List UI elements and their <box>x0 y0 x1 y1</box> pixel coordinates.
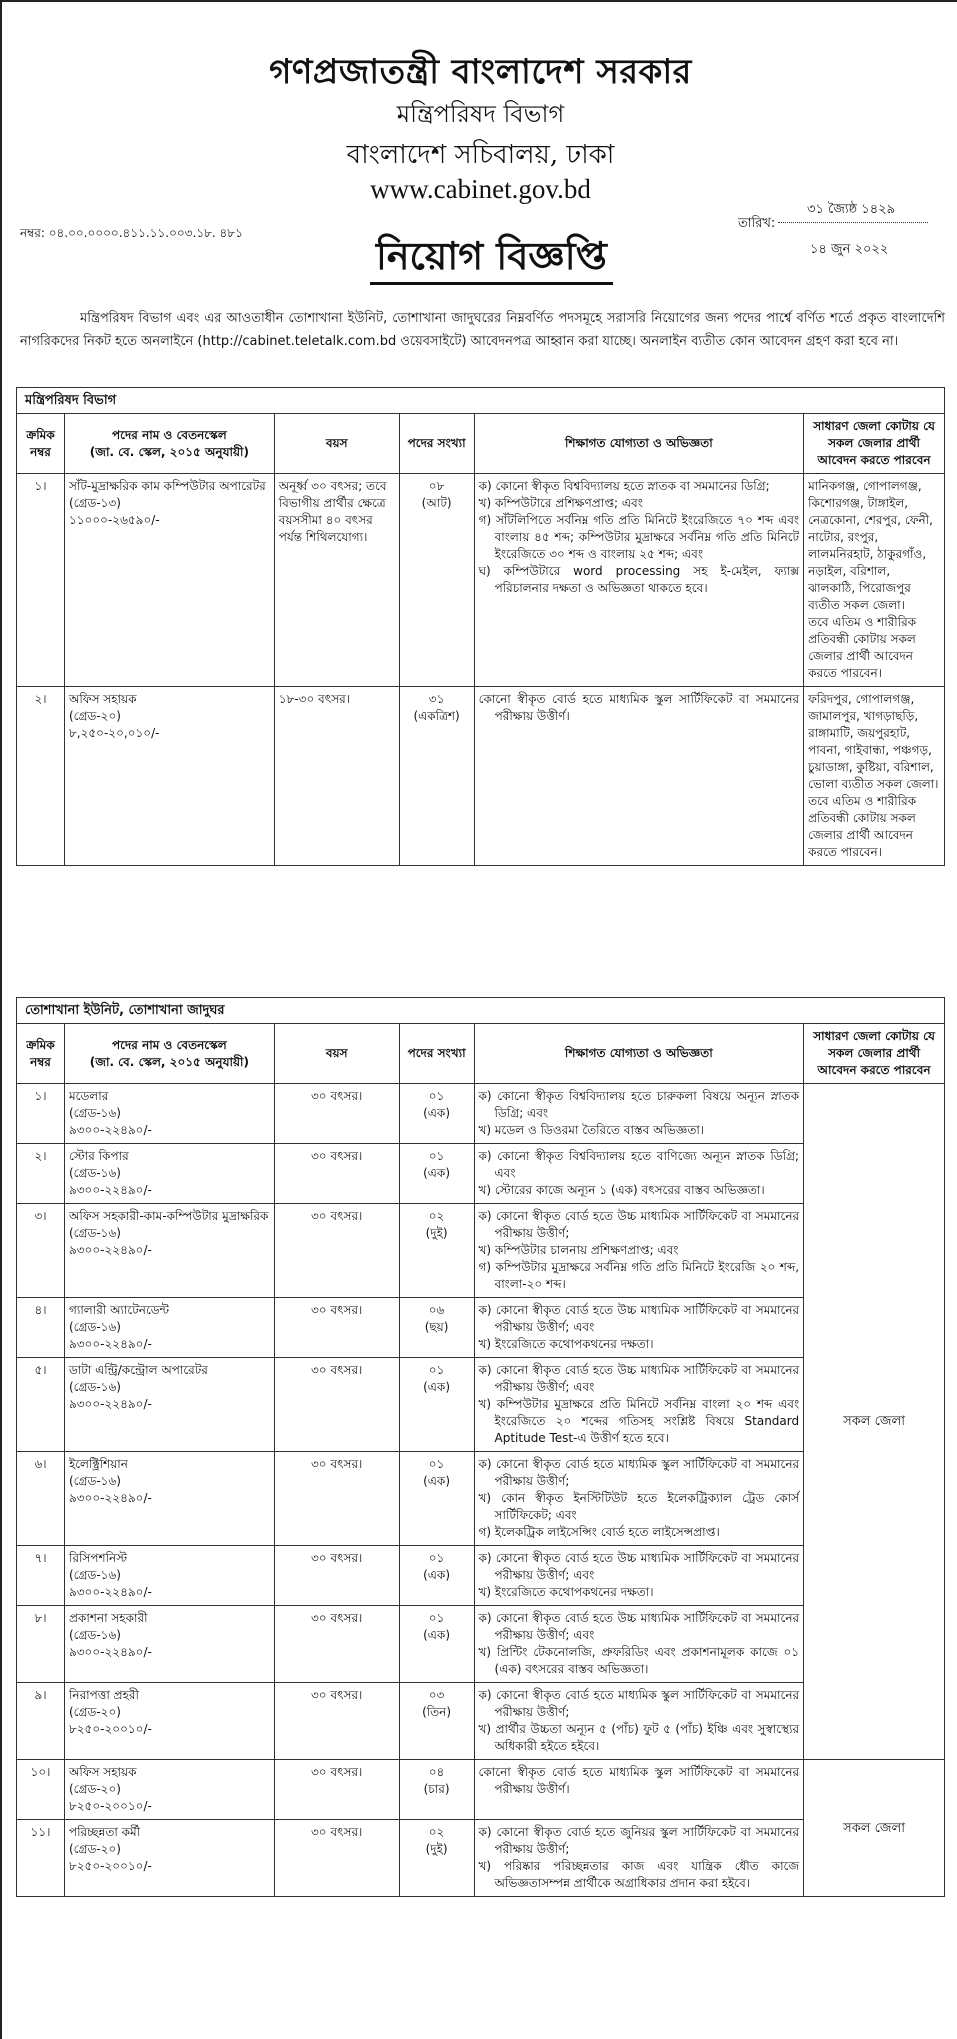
count-number: ০১ <box>428 1457 445 1471</box>
post-cell <box>64 687 274 866</box>
post-header-subtitle: (জা. বে. স্কেল, ২০১৫ অনুযায়ী) <box>89 444 249 459</box>
post-name: সাঁট-মুদ্রাক্ষরিক কাম কম্পিউটার অপারেটর <box>68 479 266 493</box>
post-grade: (গ্রেড-২০) <box>68 1842 121 1856</box>
count-cell <box>399 474 474 687</box>
count-words: (এক) <box>423 1166 450 1180</box>
secretariat-heading: বাংলাদেশ সচিবালয়, ঢাকা <box>346 140 615 170</box>
post-scale: ৯৩০০-২২৪৯০/- <box>68 1123 152 1137</box>
education-item: ক) কোনো স্বীকৃত বোর্ড হতে মাধ্যমিক স্কুল সার্টিফিকেট বা সমমানের পরীক্ষায় উত্তীর্ণ; <box>478 1688 800 1719</box>
quota-all-districts: সকল জেলা <box>804 1760 945 1897</box>
age-cell: ৩০ বৎসর। <box>274 1204 399 1298</box>
serial-cell: ১। <box>17 1084 65 1144</box>
serial-cell: ২। <box>17 1144 65 1204</box>
count-cell <box>399 1606 474 1683</box>
education-item: খ) প্রিন্টিং টেকনোলজি, প্রুফরিডিং এবং প্রকাশনামূলক কাজে ০১ (এক) বৎসরের বাস্তব অভিজ্ঞতা। <box>478 1645 800 1676</box>
table-header-row <box>17 414 945 474</box>
education-item: ক) কোনো স্বীকৃত বিশ্ববিদ্যালয় হতে চারুকলা বিষয়ে অন্যূন স্নাতক ডিগ্রি; এবং <box>478 1089 800 1120</box>
education-cell <box>474 1298 804 1358</box>
education-item: ক) কোনো স্বীকৃত বোর্ড হতে জুনিয়র স্কুল সার্টিফিকেট বা সমমানের পরীক্ষায় উত্তীর্ণ; <box>478 1825 800 1856</box>
notice-title: নিয়োগ বিজ্ঞপ্তি <box>370 230 613 285</box>
count-cell <box>399 687 474 866</box>
education-cell <box>474 1683 804 1760</box>
post-grade: (গ্রেড-১৬) <box>68 1320 121 1334</box>
serial-cell: ১১। <box>17 1820 65 1897</box>
education-item: খ) পরিষ্কার পরিচ্ছন্নতার কাজ এবং যান্ত্রিক ধৌত কাজে অভিজ্ঞতাসম্পন্ন প্রার্থীকে অগ্রাধিকার প্রদান করা হইবে। <box>478 1859 800 1890</box>
serial-cell: ৪। <box>17 1298 65 1358</box>
serial-cell: ১। <box>17 474 65 687</box>
education-cell <box>474 1606 804 1683</box>
age-cell: ৩০ বৎসর। <box>274 1683 399 1760</box>
age-cell: ৩০ বৎসর। <box>274 1760 399 1820</box>
education-item: গ) সাঁটলিপিতে সর্বনিম্ন গতি প্রতি মিনিটে ইংরেজিতে ৭০ শব্দ এবং বাংলায় ৪৫ শব্দ; কম্পিউটার মুদ্রাক্ষরে সর্বনিম্ন গতি প্রতি মিনিটে ইংরেজিতে ৩০ শব্দ ও বাংলায় ২৫ শব্দ; এবং <box>478 513 800 561</box>
quota-cell <box>804 474 945 687</box>
serial-cell: ৫। <box>17 1358 65 1452</box>
education-item: গ) ইলেকট্রিক লাইসেন্সিং বোর্ড হতে লাইসেন্সপ্রাপ্ত। <box>478 1525 720 1539</box>
post-cell <box>64 1358 274 1452</box>
post-cell <box>64 1452 274 1546</box>
post-header-title: পদের নাম ও বেতনস্কেল <box>112 1037 227 1052</box>
post-cell <box>64 1084 274 1144</box>
count-number: ০১ <box>428 1611 445 1625</box>
quota-districts: মানিকগঞ্জ, গোপালগঞ্জ, কিশোরগঞ্জ, টাঙ্গাইল, নেত্রকোনা, শেরপুর, ফেনী, নাটোর, রংপুর, লালমনিরহাট, ঠাকুরগাঁও, নড়াইল, বরিশাল, ঝালকাঠি, পিরোজপুর ব্যতীত সকল জেলা। <box>808 479 933 612</box>
post-cell <box>64 474 274 687</box>
post-grade: (গ্রেড-১৬) <box>68 1568 121 1582</box>
age-cell: ৩০ বৎসর। <box>274 1358 399 1452</box>
count-number: ০২ <box>428 1209 445 1223</box>
post-scale: ৯৩০০-২২৪৯০/- <box>68 1645 152 1659</box>
count-cell <box>399 1298 474 1358</box>
post-name: প্রকাশনা সহকারী <box>68 1611 148 1625</box>
quota-all-districts: সকল জেলা <box>804 1084 945 1760</box>
post-scale: ৯৩০০-২২৪৯০/- <box>68 1585 152 1599</box>
age-cell: ৩০ বৎসর। <box>274 1084 399 1144</box>
count-cell <box>399 1760 474 1820</box>
count-header: পদের সংখ্যা <box>399 414 474 474</box>
count-cell <box>399 1820 474 1897</box>
count-number: ০২ <box>428 1825 445 1839</box>
serial-cell: ৮। <box>17 1606 65 1683</box>
quota-header: সাধারণ জেলা কোটায় যে সকল জেলার প্রার্থী আবেদন করতে পারবেন <box>804 414 945 474</box>
table-row <box>17 474 945 687</box>
count-cell <box>399 1546 474 1606</box>
toshakhana-table <box>16 997 945 1897</box>
education-item: খ) কম্পিউটার চালনায় প্রশিক্ষণপ্রাপ্ত; এবং <box>478 1243 679 1257</box>
table-row <box>17 687 945 866</box>
serial-cell: ৭। <box>17 1546 65 1606</box>
count-number: ০৮ <box>428 479 445 493</box>
age-cell: ৩০ বৎসর। <box>274 1144 399 1204</box>
table-header-row <box>17 1024 945 1084</box>
post-name: গ্যালারী অ্যাটেনডেন্ট <box>68 1303 170 1317</box>
post-grade: (গ্রেড-১৬) <box>68 1166 121 1180</box>
section-title: তোশাখানা ইউনিট, তোশাখানা জাদুঘর <box>17 998 945 1024</box>
education-cell <box>474 1546 804 1606</box>
count-cell <box>399 1144 474 1204</box>
section-row <box>17 388 945 414</box>
age-cell: ৩০ বৎসর। <box>274 1298 399 1358</box>
post-scale: ৮২৫০-২০০১০/- <box>68 1722 152 1736</box>
post-name: অফিস সহায়ক <box>68 692 137 706</box>
serial-cell: ২। <box>17 687 65 866</box>
age-cell: অনূর্ধ্ব ৩০ বৎসর; তবে বিভাগীয় প্রার্থীর ক্ষেত্রে বয়সসীমা ৪০ বৎসর পর্যন্ত শিথিলযোগ্য। <box>274 474 399 687</box>
age-cell: ৩০ বৎসর। <box>274 1606 399 1683</box>
count-cell <box>399 1358 474 1452</box>
serial-cell: ৩। <box>17 1204 65 1298</box>
post-grade: (গ্রেড-১৩) <box>68 496 121 510</box>
count-number: ০১ <box>428 1149 445 1163</box>
division-heading: মন্ত্রিপরিষদ বিভাগ <box>396 100 565 128</box>
post-name: নিরাপত্তা প্রহরী <box>68 1688 139 1702</box>
education-item: ক) কোনো স্বীকৃত বোর্ড হতে উচ্চ মাধ্যমিক সার্টিফিকেট বা সমমানের পরীক্ষায় উত্তীর্ণ; এবং <box>478 1303 800 1334</box>
education-cell <box>474 1452 804 1546</box>
post-name: পরিচ্ছন্নতা কর্মী <box>68 1825 141 1839</box>
education-item: ক) কোনো স্বীকৃত বোর্ড হতে উচ্চ মাধ্যমিক সার্টিফিকেট বা সমমানের পরীক্ষায় উত্তীর্ণ; <box>478 1209 800 1240</box>
count-number: ৩১ <box>428 692 445 706</box>
count-words: (এক) <box>423 1106 450 1120</box>
count-words: (ছয়) <box>424 1320 449 1334</box>
count-words: (এক) <box>423 1568 450 1582</box>
education-item: খ) মডেল ও ডিওরমা তৈরিতে বাস্তব অভিজ্ঞতা। <box>478 1123 705 1137</box>
quota-note: তবে এতিম ও শারীরিক প্রতিবন্ধী কোটায় সকল জেলার প্রার্থী আবেদন করতে পারবেন। <box>808 794 917 859</box>
serial-cell: ১০। <box>17 1760 65 1820</box>
post-name: রিসিপশনিস্ট <box>68 1551 128 1565</box>
count-words: (দুই) <box>425 1842 448 1856</box>
education-cell <box>474 1204 804 1298</box>
post-scale: ৮,২৫০-২০,০১০/- <box>68 726 160 740</box>
table-row <box>17 1760 945 1820</box>
education-item: ঘ) কম্পিউটারে word processing সহ ই-মেইল, ফ্যাক্স পরিচালনার দক্ষতা ও অভিজ্ঞতা থাকতে হবে। <box>478 564 800 595</box>
count-cell <box>399 1084 474 1144</box>
age-cell: ৩০ বৎসর। <box>274 1452 399 1546</box>
age-cell: ১৮-৩০ বৎসর। <box>274 687 399 866</box>
post-grade: (গ্রেড-২০) <box>68 1782 121 1796</box>
post-grade: (গ্রেড-১৬) <box>68 1106 121 1120</box>
post-name: ডাটা এন্ট্রি/কন্ট্রোল অপারেটর <box>68 1363 208 1377</box>
post-header-subtitle: (জা. বে. স্কেল, ২০১৫ অনুযায়ী) <box>89 1054 249 1069</box>
post-cell <box>64 1683 274 1760</box>
education-item: ক) কোনো স্বীকৃত বোর্ড হতে উচ্চ মাধ্যমিক সার্টিফিকেট বা সমমানের পরীক্ষায় উত্তীর্ণ; এবং <box>478 1611 800 1642</box>
education-cell <box>474 1820 804 1897</box>
post-scale: ৮২৫০-২০০১০/- <box>68 1799 152 1813</box>
post-name: অফিস সহায়ক <box>68 1765 137 1779</box>
count-number: ০১ <box>428 1089 445 1103</box>
education-cell <box>474 1358 804 1452</box>
table-row <box>17 1084 945 1144</box>
serial-header: ক্রমিক নম্বর <box>17 414 65 474</box>
education-header: শিক্ষাগত যোগ্যতা ও অভিজ্ঞতা <box>474 414 804 474</box>
post-scale: ৯৩০০-২২৪৯০/- <box>68 1491 152 1505</box>
post-name: মডেলার <box>68 1089 109 1103</box>
cabinet-division-table <box>16 387 945 866</box>
section-row <box>17 998 945 1024</box>
count-cell <box>399 1452 474 1546</box>
count-number: ০৩ <box>428 1688 445 1702</box>
count-number: ০১ <box>428 1551 445 1565</box>
education-item: ক) কোনো স্বীকৃত বোর্ড হতে উচ্চ মাধ্যমিক সার্টিফিকেট বা সমমানের পরীক্ষায় উত্তীর্ণ; এবং <box>478 1363 800 1394</box>
education-item: খ) কম্পিউটারে প্রশিক্ষণপ্রাপ্ত; এবং <box>478 496 643 510</box>
education-item: গ) কম্পিউটার মুদ্রাক্ষরে সর্বনিম্ন গতি প্রতি মিনিটে ইংরেজি ২০ শব্দ, বাংলা-২০ শব্দ। <box>478 1260 800 1291</box>
education-header: শিক্ষাগত যোগ্যতা ও অভিজ্ঞতা <box>474 1024 804 1084</box>
post-cell <box>64 1760 274 1820</box>
age-header: বয়স <box>274 414 399 474</box>
post-name: স্টোর কিপার <box>68 1149 129 1163</box>
count-header: পদের সংখ্যা <box>399 1024 474 1084</box>
education-cell <box>474 1144 804 1204</box>
count-words: (চার) <box>423 1782 450 1796</box>
education-item: কোনো স্বীকৃত বোর্ড হতে মাধ্যমিক স্কুল সার্টিফিকেট বা সমমানের পরীক্ষায় উত্তীর্ণ। <box>478 692 800 723</box>
education-item: খ) প্রার্থীর উচ্চতা অন্যূন ৫ (পাঁচ) ফুট ৫ (পাঁচ) ইঞ্চি এবং সুস্বাস্থ্যের অধিকারী হইতে হইবে। <box>478 1722 800 1753</box>
post-scale: ৯৩০০-২২৪৯০/- <box>68 1337 152 1351</box>
age-cell: ৩০ বৎসর। <box>274 1546 399 1606</box>
count-number: ০৪ <box>428 1765 445 1779</box>
education-item: ক) কোনো স্বীকৃত বিশ্ববিদ্যালয় হতে স্নাতক বা সমমানের ডিগ্রি; <box>478 479 770 493</box>
education-item: ক) কোনো স্বীকৃত বোর্ড হতে উচ্চ মাধ্যমিক সার্টিফিকেট বা সমমানের পরীক্ষায় উত্তীর্ণ; এবং <box>478 1551 800 1582</box>
post-scale: ৯৩০০-২২৪৯০/- <box>68 1183 152 1197</box>
count-cell <box>399 1204 474 1298</box>
education-cell <box>474 474 804 687</box>
education-item: খ) ইংরেজিতে কথোপকথনের দক্ষতা। <box>478 1585 654 1599</box>
quota-note: তবে এতিম ও শারীরিক প্রতিবন্ধী কোটায় সকল জেলার প্রার্থী আবেদন করতে পারবেন। <box>808 615 917 680</box>
age-cell: ৩০ বৎসর। <box>274 1820 399 1897</box>
post-cell <box>64 1546 274 1606</box>
count-words: (এক) <box>423 1474 450 1488</box>
post-name: অফিস সহকারী-কাম-কম্পিউটার মুদ্রাক্ষরিক <box>68 1209 269 1223</box>
quota-cell <box>804 687 945 866</box>
count-words: (এক) <box>423 1628 450 1642</box>
post-cell <box>64 1144 274 1204</box>
serial-cell: ৬। <box>17 1452 65 1546</box>
post-scale: ৮২৫০-২০০১০/- <box>68 1859 152 1873</box>
date-divider <box>778 222 928 223</box>
quota-districts: ফরিদপুর, গোপালগঞ্জ, জামালপুর, খাগড়াছড়ি, রাঙ্গামাটি, জয়পুরহাট, পাবনা, গাইবান্ধা, পঞ্চগড়, চুয়াডাঙ্গা, কুষ্টিয়া, বরিশাল, ভোলা ব্যতীত সকল জেলা। <box>808 692 939 791</box>
count-words: (আট) <box>421 496 452 510</box>
count-words: (এক) <box>423 1380 450 1394</box>
age-header: বয়স <box>274 1024 399 1084</box>
post-grade: (গ্রেড-১৬) <box>68 1474 121 1488</box>
post-grade: (গ্রেড-২০) <box>68 1705 121 1719</box>
education-item: খ) কোন স্বীকৃত ইনস্টিটিউট হতে ইলেকট্রিক্যাল ট্রেড কোর্স সার্টিফিকেট; এবং <box>478 1491 800 1522</box>
post-grade: (গ্রেড-১৬) <box>68 1628 121 1642</box>
serial-cell: ৯। <box>17 1683 65 1760</box>
education-item: খ) স্টোরের কাজে অন্যূন ১ (এক) বৎসরের বাস্তব অভিজ্ঞতা। <box>478 1183 765 1197</box>
post-grade: (গ্রেড-১৬) <box>68 1226 121 1240</box>
section-title: মন্ত্রিপরিষদ বিভাগ <box>17 388 945 414</box>
post-scale: ৯৩০০-২২৪৯০/- <box>68 1243 152 1257</box>
count-number: ০১ <box>428 1363 445 1377</box>
post-cell <box>64 1298 274 1358</box>
post-cell <box>64 1820 274 1897</box>
count-cell <box>399 1683 474 1760</box>
count-words: (তিন) <box>422 1705 452 1719</box>
education-item: খ) কম্পিউটার মুদ্রাক্ষরে প্রতি মিনিটে সর্বনিম্ন বাংলা ২০ শব্দ এবং ইংরেজিতে ২০ শব্দের গতিসহ সংশ্লিষ্ট বিষয়ে Standard Aptitude Test-এ উত্তীর্ণ হতে হবে। <box>478 1397 800 1445</box>
date-english: ১৪ জুন ২০২২ <box>810 242 889 257</box>
count-words: (দুই) <box>425 1226 448 1240</box>
post-name: ইলেক্ট্রিশিয়ান <box>68 1457 128 1471</box>
serial-header: ক্রমিক নম্বর <box>17 1024 65 1084</box>
post-header <box>64 1024 274 1084</box>
memo-number: নম্বর: ০৪.০০.০০০০.৪১১.১১.০০৩.১৮. ৪৮১ <box>20 226 243 240</box>
post-grade: (গ্রেড-২০) <box>68 709 121 723</box>
quota-header: সাধারণ জেলা কোটায় যে সকল জেলার প্রার্থী আবেদন করতে পারবেন <box>804 1024 945 1084</box>
count-number: ০৬ <box>428 1303 445 1317</box>
date-label: তারিখ: <box>738 216 776 231</box>
education-item: ক) কোনো স্বীকৃত বোর্ড হতে মাধ্যমিক স্কুল সার্টিফিকেট বা সমমানের পরীক্ষায় উত্তীর্ণ; <box>478 1457 800 1488</box>
post-grade: (গ্রেড-১৬) <box>68 1380 121 1394</box>
education-cell <box>474 687 804 866</box>
government-heading: গণপ্রজাতন্ত্রী বাংলাদেশ সরকার <box>269 52 692 92</box>
post-scale: ১১০০০-২৬৫৯০/- <box>68 513 160 527</box>
post-scale: ৯৩০০-২২৪৯০/- <box>68 1397 152 1411</box>
website-heading: www.cabinet.gov.bd <box>370 174 591 204</box>
intro-paragraph: মন্ত্রিপরিষদ বিভাগ এবং এর আওতাধীন তোশাখানা ইউনিট, তোশাখানা জাদুঘরের নিম্নবর্ণিত পদসমূহে সরাসরি নিয়োগের জন্য পদের পার্শ্বে বর্ণিত শর্তে প্রকৃত বাংলাদেশি নাগরিকদের নিকট হতে অনলাইনে (http://cabinet.teletalk.com.bd ওয়েবসাইটে) আবেদনপত্র আহ্বান করা যাচ্ছে। অনলাইন ব্যতীত কোন আবেদন গ্রহণ করা হবে না। <box>20 311 945 349</box>
education-cell <box>474 1084 804 1144</box>
date-bangla: ৩১ জ্যৈষ্ঠ ১৪২৯ <box>807 202 896 217</box>
post-header-title: পদের নাম ও বেতনস্কেল <box>112 427 227 442</box>
education-cell <box>474 1760 804 1820</box>
education-item: কোনো স্বীকৃত বোর্ড হতে মাধ্যমিক স্কুল সার্টিফিকেট বা সমমানের পরীক্ষায় উত্তীর্ণ। <box>478 1765 800 1796</box>
education-item: খ) ইংরেজিতে কথোপকথনের দক্ষতা। <box>478 1337 654 1351</box>
post-cell <box>64 1606 274 1683</box>
count-words: (একত্রিশ) <box>413 709 460 723</box>
post-header <box>64 414 274 474</box>
education-item: ক) কোনো স্বীকৃত বিশ্ববিদ্যালয় হতে বাণিজ্যে অন্যূন স্নাতক ডিগ্রি; এবং <box>478 1149 800 1180</box>
post-cell <box>64 1204 274 1298</box>
